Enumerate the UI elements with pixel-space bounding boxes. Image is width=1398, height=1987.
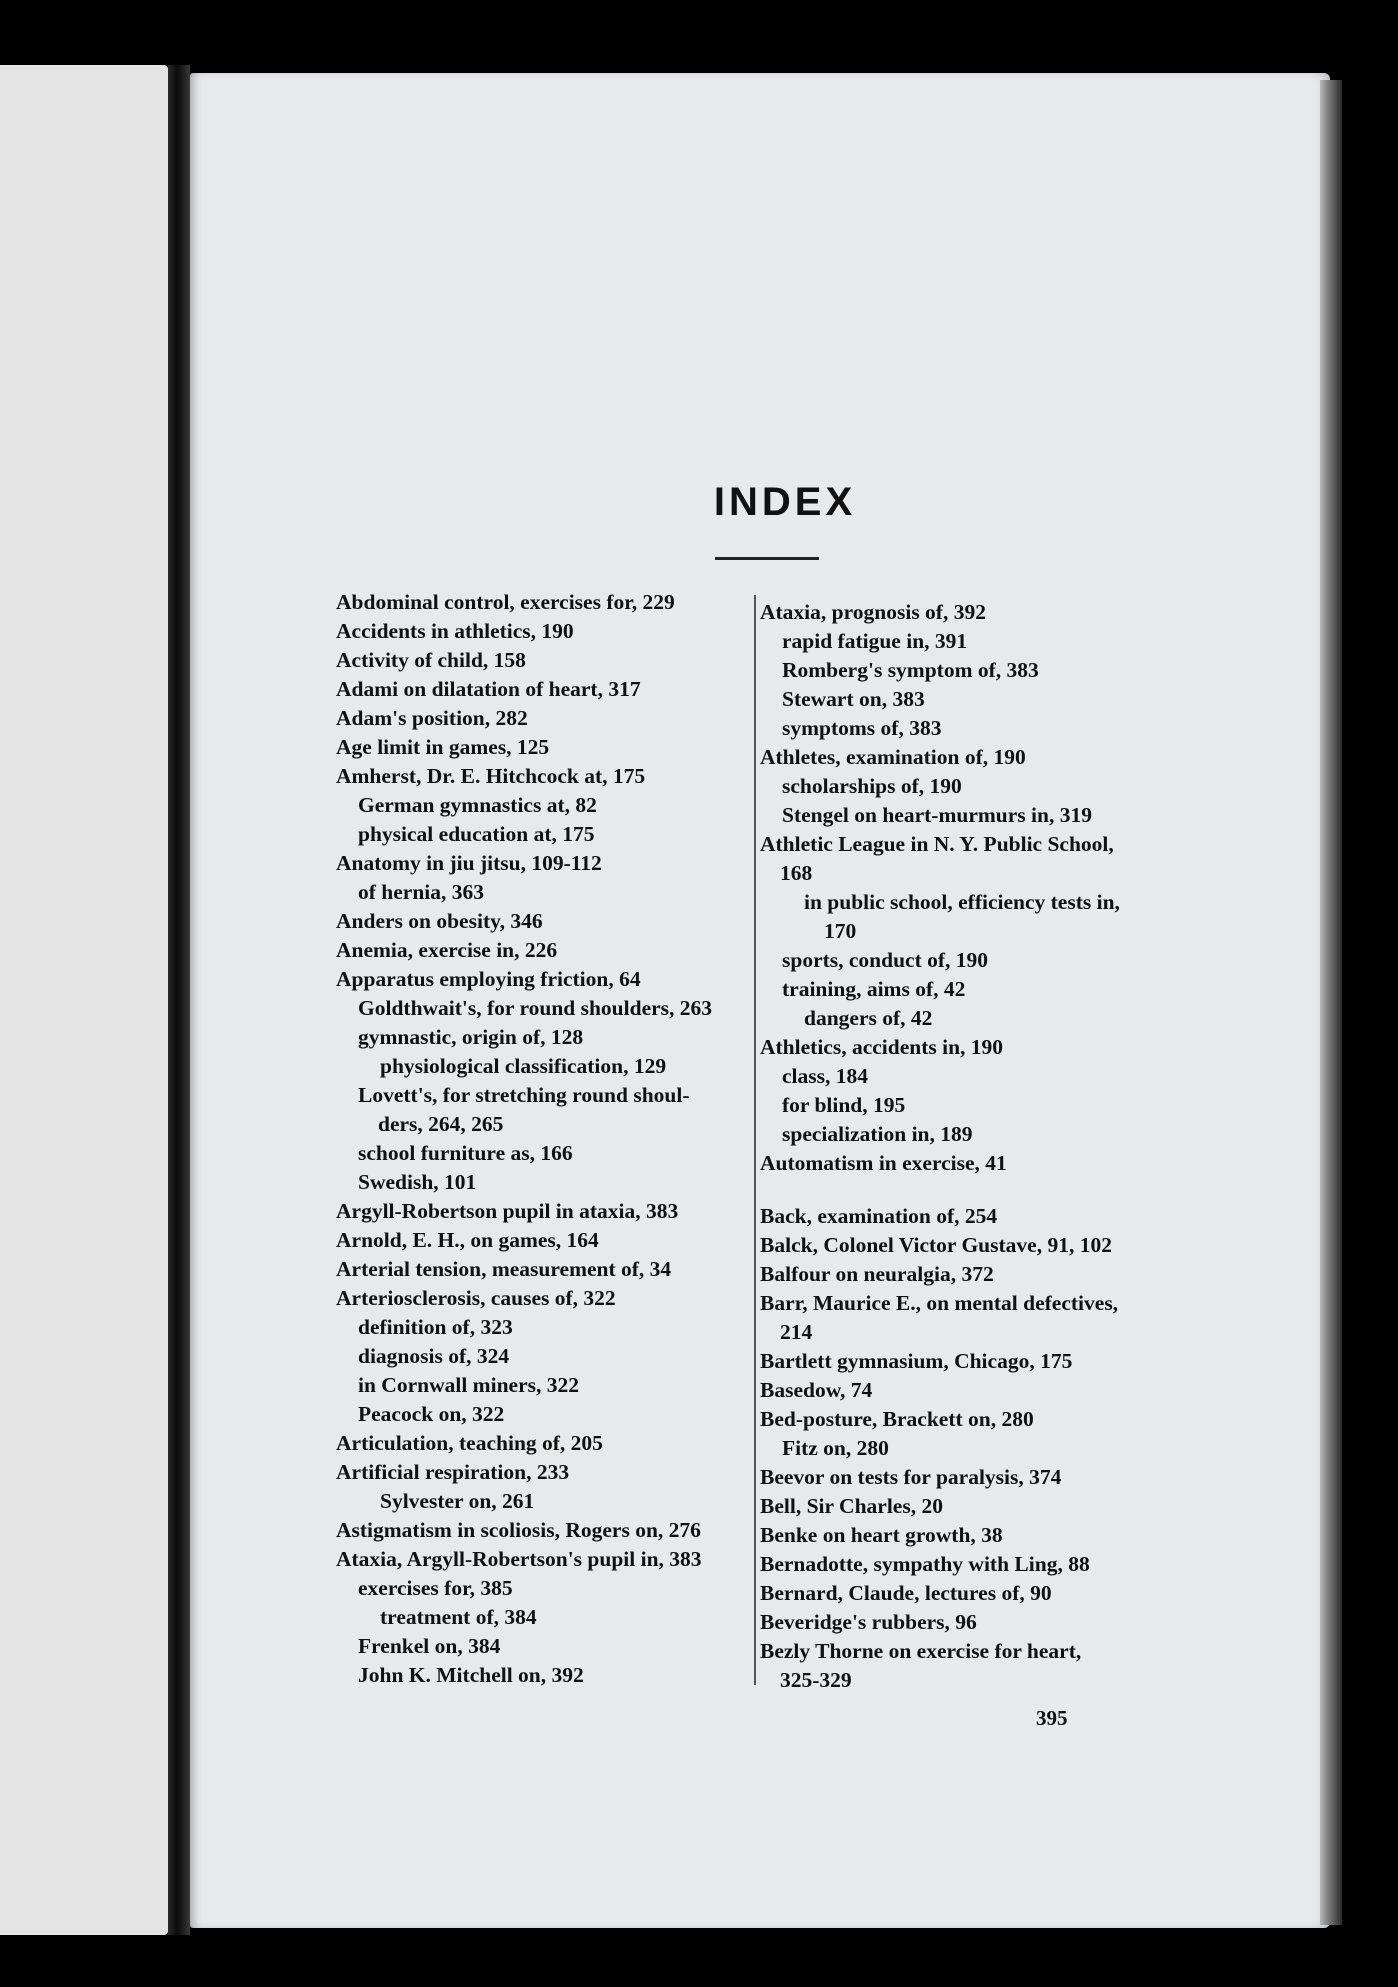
index-entry-text: Bell, Sir Charles, 20 — [760, 1494, 943, 1518]
index-entry-text: diagnosis of, 324 — [358, 1344, 510, 1368]
index-entry — [336, 617, 766, 646]
index-entry — [336, 849, 766, 878]
index-entry-text: Ataxia, prognosis of, 392 — [760, 600, 986, 624]
index-entry — [336, 1342, 766, 1371]
index-entry — [336, 1574, 766, 1603]
index-entry-text: Arterial tension, measurement of, 34 — [336, 1257, 672, 1281]
index-entry-text: Benke on heart growth, 38 — [760, 1523, 1003, 1547]
index-entry — [336, 791, 766, 820]
index-entry — [336, 1545, 766, 1574]
index-entry-text: Ataxia, Argyll-Robertson's pupil in, 383 — [336, 1547, 702, 1571]
index-entry — [760, 1376, 1180, 1405]
index-entry-continuation: ders, 264, 265 — [378, 1112, 504, 1136]
index-entry-text: Bernadotte, sympathy with Ling, 88 — [760, 1552, 1090, 1576]
index-entry-text: German gymnastics at, 82 — [358, 793, 597, 817]
index-entry — [760, 1521, 1180, 1550]
index-entry — [760, 1550, 1180, 1579]
index-entry-text: physical education at, 175 — [358, 822, 595, 846]
index-entry — [760, 801, 1180, 830]
index-entry-text: in public school, efficiency tests in, — [804, 890, 1120, 914]
index-entry-text: Bernard, Claude, lectures of, 90 — [760, 1581, 1052, 1605]
index-entry — [336, 762, 766, 791]
index-entry — [760, 1637, 1180, 1695]
index-entry — [336, 1023, 766, 1052]
index-entry-text: Anemia, exercise in, 226 — [336, 938, 558, 962]
index-entry-text: school furniture as, 166 — [358, 1141, 573, 1165]
index-entry — [336, 675, 766, 704]
index-entry-text: training, aims of, 42 — [782, 977, 966, 1001]
index-entry — [336, 1139, 766, 1168]
index-entry — [760, 1231, 1180, 1260]
index-entry — [336, 1516, 766, 1545]
index-entry-text: Stewart on, 383 — [782, 687, 925, 711]
index-entry — [760, 1202, 1180, 1231]
index-entry-text: Arnold, E. H., on games, 164 — [336, 1228, 599, 1252]
index-entry-text: Back, examination of, 254 — [760, 1204, 998, 1228]
index-entry — [336, 907, 766, 936]
index-entry — [336, 1052, 766, 1081]
index-entry — [760, 714, 1180, 743]
index-entry-text: Romberg's symptom of, 383 — [782, 658, 1039, 682]
index-entry-text: Accidents in athletics, 190 — [336, 619, 574, 643]
index-entry — [336, 1313, 766, 1342]
index-entry — [760, 627, 1180, 656]
index-entry-text: John K. Mitchell on, 392 — [358, 1663, 584, 1687]
index-entry-text: Lovett's, for stretching round shoul- — [358, 1083, 690, 1107]
index-entry — [760, 975, 1180, 1004]
index-entry — [336, 646, 766, 675]
index-column-left — [336, 588, 766, 1690]
index-entry — [760, 1149, 1180, 1178]
index-entry-text: symptoms of, 383 — [782, 716, 942, 740]
index-entry-text: Artificial respiration, 233 — [336, 1460, 570, 1484]
index-entry — [336, 936, 766, 965]
index-entry-text: rapid fatigue in, 391 — [782, 629, 968, 653]
index-entry-text: of hernia, 363 — [358, 880, 485, 904]
index-entry-text: Frenkel on, 384 — [358, 1634, 501, 1658]
index-entry — [760, 946, 1180, 975]
index-entry-text: sports, conduct of, 190 — [782, 948, 989, 972]
index-entry — [336, 1168, 766, 1197]
index-entry — [760, 1608, 1180, 1637]
index-entry — [760, 1405, 1180, 1434]
index-entry-text: Bed-posture, Brackett on, 280 — [760, 1407, 1034, 1431]
index-entry-text: Apparatus employing friction, 64 — [336, 967, 641, 991]
index-entry — [760, 1091, 1180, 1120]
index-entry — [336, 1400, 766, 1429]
index-entry — [336, 1661, 766, 1690]
index-entry-text: physiological classification, 129 — [380, 1054, 667, 1078]
index-column-right — [760, 598, 1180, 1695]
index-entry — [760, 1033, 1180, 1062]
index-entry-text: Balck, Colonel Victor Gustave, 91, 102 — [760, 1233, 1112, 1257]
index-entry — [336, 1371, 766, 1400]
index-entry-text: exercises for, 385 — [358, 1576, 513, 1600]
index-entry-text: Swedish, 101 — [358, 1170, 477, 1194]
index-entry — [336, 1458, 766, 1487]
index-entry — [336, 1197, 766, 1226]
index-entry-text: Automatism in exercise, 41 — [760, 1151, 1007, 1175]
index-entry-text: class, 184 — [782, 1064, 868, 1088]
index-entry — [760, 1004, 1180, 1033]
index-entry — [336, 965, 766, 994]
index-entry — [760, 888, 1180, 946]
index-entry-text: specialization in, 189 — [782, 1122, 973, 1146]
index-entry-text: treatment of, 384 — [380, 1605, 537, 1629]
index-entry — [760, 1347, 1180, 1376]
index-entry-text: Basedow, 74 — [760, 1378, 873, 1402]
index-entry — [336, 1487, 766, 1516]
index-entry — [760, 1062, 1180, 1091]
index-entry-text: Bartlett gymnasium, Chicago, 175 — [760, 1349, 1073, 1373]
index-entry-text: Peacock on, 322 — [358, 1402, 505, 1426]
index-entry — [760, 743, 1180, 772]
index-entry-text: gymnastic, origin of, 128 — [358, 1025, 584, 1049]
index-entry-text: Athletic League in N. Y. Public School, — [760, 832, 1114, 856]
index-entry — [336, 1632, 766, 1661]
index-entry-text: in Cornwall miners, 322 — [358, 1373, 579, 1397]
left-page — [0, 65, 168, 1935]
index-entry-text: Athletics, accidents in, 190 — [760, 1035, 1004, 1059]
index-entry-text: Beveridge's rubbers, 96 — [760, 1610, 977, 1634]
book-spine — [168, 65, 190, 1935]
index-entry — [760, 772, 1180, 801]
index-entry — [336, 1284, 766, 1313]
index-entry-text: Age limit in games, 125 — [336, 735, 550, 759]
index-entry — [760, 598, 1180, 627]
index-entry-text: Anatomy in jiu jitsu, 109-112 — [336, 851, 602, 875]
index-entry-text: Balfour on neuralgia, 372 — [760, 1262, 994, 1286]
index-entry — [336, 733, 766, 762]
index-entry-continuation: 168 — [780, 861, 813, 885]
index-entry-continuation: 214 — [780, 1320, 813, 1344]
index-entry-text: Beevor on tests for paralysis, 374 — [760, 1465, 1062, 1489]
index-entry-text: Articulation, teaching of, 205 — [336, 1431, 603, 1455]
index-title: INDEX — [713, 480, 857, 524]
index-entry-text: Abdominal control, exercises for, 229 — [336, 590, 675, 614]
page-number: 395 — [1036, 1706, 1068, 1730]
index-entry — [760, 1260, 1180, 1289]
index-entry-text: Barr, Maurice E., on mental defectives, — [760, 1291, 1119, 1315]
index-entry — [760, 1289, 1180, 1347]
index-entry — [336, 588, 766, 617]
title-rule — [715, 557, 819, 560]
index-entry-text: Fitz on, 280 — [782, 1436, 889, 1460]
index-entry — [760, 1434, 1180, 1463]
index-entry-text: Athletes, examination of, 190 — [760, 745, 1026, 769]
index-entry-text: Amherst, Dr. E. Hitchcock at, 175 — [336, 764, 646, 788]
index-entry-text: dangers of, 42 — [804, 1006, 933, 1030]
index-entry — [336, 1429, 766, 1458]
index-entry-continuation: 325-329 — [780, 1668, 852, 1692]
index-entry — [336, 704, 766, 733]
index-entry — [336, 820, 766, 849]
index-entry — [760, 1579, 1180, 1608]
index-entry-text: Argyll-Robertson pupil in ataxia, 383 — [336, 1199, 679, 1223]
index-entry-text: Goldthwait's, for round shoulders, 263 — [358, 996, 713, 1020]
index-entry — [336, 1081, 766, 1139]
index-entry-text: Anders on obesity, 346 — [336, 909, 543, 933]
index-entry — [336, 1603, 766, 1632]
index-entry-text: definition of, 323 — [358, 1315, 513, 1339]
index-entry-text: Bezly Thorne on exercise for heart, — [760, 1639, 1082, 1663]
index-entry — [336, 1226, 766, 1255]
index-entry-text: Astigmatism in scoliosis, Rogers on, 276 — [336, 1518, 701, 1542]
index-entry-text: scholarships of, 190 — [782, 774, 962, 798]
index-entry-text: for blind, 195 — [782, 1093, 906, 1117]
index-entry — [760, 1120, 1180, 1149]
index-entry-text: Arteriosclerosis, causes of, 322 — [336, 1286, 616, 1310]
index-entry-text: Sylvester on, 261 — [380, 1489, 535, 1513]
page-edge — [1320, 80, 1342, 1925]
index-entry — [336, 994, 766, 1023]
index-entry — [336, 1255, 766, 1284]
index-entry-text: Stengel on heart-murmurs in, 319 — [782, 803, 1092, 827]
index-entry — [760, 830, 1180, 888]
index-entry-text: Adami on dilatation of heart, 317 — [336, 677, 641, 701]
index-entry-text: Adam's position, 282 — [336, 706, 528, 730]
index-entry — [760, 656, 1180, 685]
index-entry — [336, 878, 766, 907]
index-entry-continuation: 170 — [824, 919, 857, 943]
index-entry — [760, 1492, 1180, 1521]
index-entry — [760, 1463, 1180, 1492]
column-divider — [754, 595, 756, 1685]
index-entry-text: Activity of child, 158 — [336, 648, 526, 672]
index-entry — [760, 685, 1180, 714]
